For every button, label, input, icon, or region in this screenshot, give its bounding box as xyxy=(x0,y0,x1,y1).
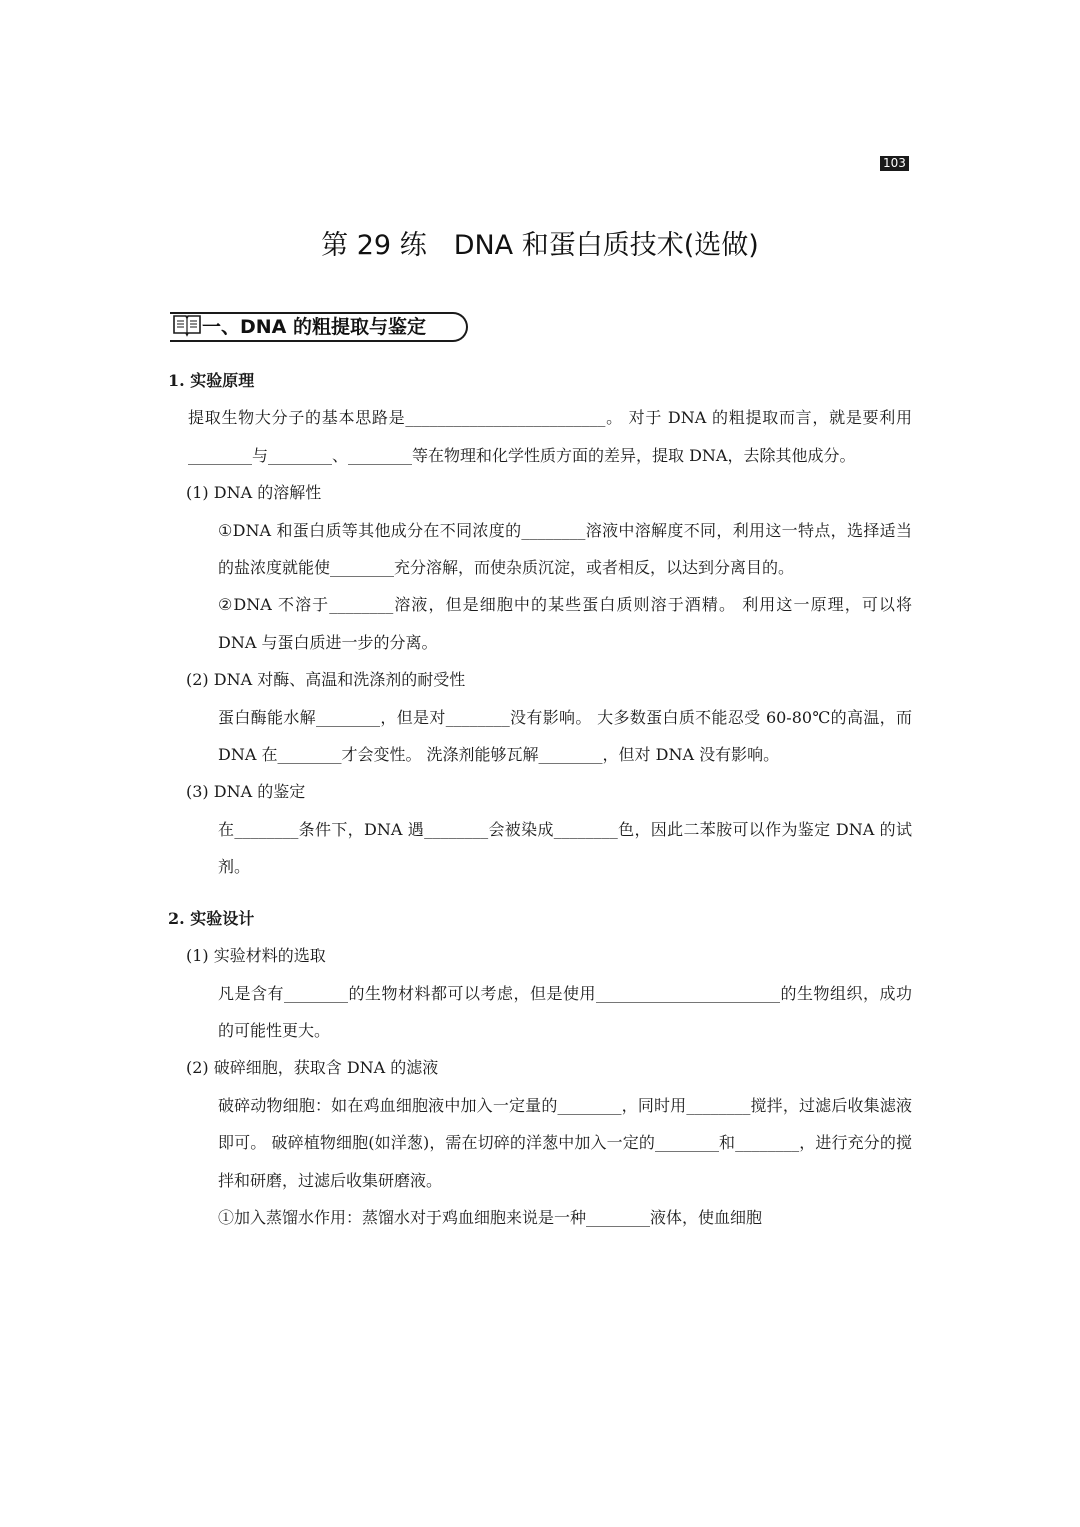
paragraph: ①DNA 和蛋白质等其他成分在不同浓度的________溶液中溶解度不同，利用这一特点，选择适当的盐浓度就能使________充分溶解，而使杂质沉淀，或者相反，以达到分离目的。 xyxy=(218,520,912,578)
paragraph: 提取生物大分子的基本思路是_________________________。 对于 DNA 的粗提取而言，就是要利用________与________、________等在物理和化学性质方面的差异，提取 DNA，去除其他成分。 xyxy=(188,408,912,465)
subheading: (2) DNA 对酶、高温和洗涤剂的耐受性 xyxy=(186,670,466,690)
subheading: (2) 破碎细胞，获取含 DNA 的滤液 xyxy=(186,1058,439,1078)
subheading: (3) DNA 的鉴定 xyxy=(186,782,306,802)
book-icon xyxy=(172,313,202,337)
heading-principle: 1. 实验原理 xyxy=(168,371,255,390)
section-header xyxy=(170,312,470,342)
paragraph: ①加入蒸馏水作用：蒸馏水对于鸡血细胞来说是一种________液体，使血细胞 xyxy=(218,1207,763,1227)
subheading: (1) DNA 的溶解性 xyxy=(186,483,322,503)
subheading: (1) 实验材料的选取 xyxy=(186,946,326,966)
heading-design: 2. 实验设计 xyxy=(168,908,255,928)
paragraph: 蛋白酶能水解________，但是对________没有影响。 大多数蛋白质不能忍受 60-80℃的高温，而 DNA 在________才会变性。 洗涤剂能够瓦解________，但对 DNA 没有影响。 xyxy=(218,707,912,765)
page-title: 第 29 练 DNA 和蛋白质技术(选做) xyxy=(321,230,759,261)
paragraph: 破碎动物细胞：如在鸡血细胞液中加入一定量的________，同时用________搅拌，过滤后收集滤液即可。 破碎植物细胞(如洋葱)，需在切碎的洋葱中加入一定的________和________，进行充分的搅拌和研磨，过滤后收集研磨液。 xyxy=(218,1095,912,1190)
paragraph: ②DNA 不溶于________溶液，但是细胞中的某些蛋白质则溶于酒精。 利用这一原理，可以将 DNA 与蛋白质进一步的分离。 xyxy=(218,595,912,652)
paragraph: 凡是含有________的生物材料都可以考虑，但是使用_______________________的生物组织，成功的可能性更大。 xyxy=(218,983,912,1040)
page-number: 103 xyxy=(880,156,909,171)
section-title: 一、DNA 的粗提取与鉴定 xyxy=(202,316,426,338)
paragraph: 在________条件下，DNA 遇________会被染成________色，因此二苯胺可以作为鉴定 DNA 的试剂。 xyxy=(218,819,912,877)
body-content xyxy=(168,362,912,1236)
